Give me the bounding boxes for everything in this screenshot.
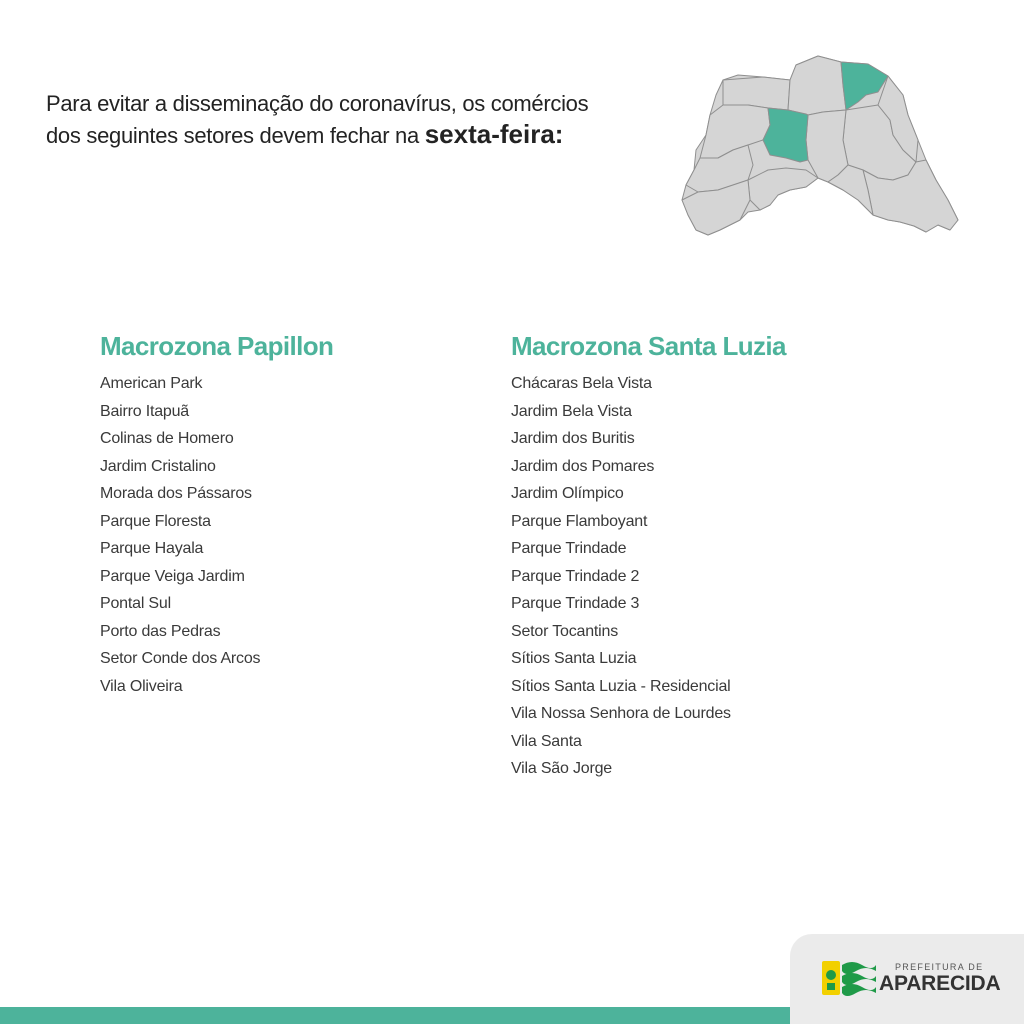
sector-item: Parque Trindade 3: [511, 595, 640, 612]
macrozona-papillon-title: Macrozona Papillon: [100, 331, 334, 361]
sector-item: Morada dos Pássaros: [100, 485, 252, 502]
sector-item: Sítios Santa Luzia: [511, 650, 637, 667]
macrozona-santa-luzia: [511, 328, 951, 783]
sector-item: Bairro Itapuã: [100, 402, 190, 420]
sector-item: Parque Hayala: [100, 540, 204, 557]
sector-item: Sítios Santa Luzia - Residencial: [511, 677, 731, 695]
macrozona-papillon: [100, 328, 480, 700]
sector-item: Vila Oliveira: [100, 677, 183, 695]
sector-item: Setor Tocantins: [511, 622, 618, 640]
sector-item: Jardim dos Buritis: [511, 430, 635, 447]
sector-item: Parque Trindade 2: [511, 567, 640, 585]
sector-item: Vila São Jorge: [511, 760, 612, 777]
sector-list: [511, 370, 951, 783]
headline-line-2-prefix: dos seguintes setores devem fechar na: [46, 123, 425, 148]
sector-item: Jardim dos Pomares: [511, 457, 655, 475]
sector-list: [100, 370, 480, 700]
logo-wordmark: APARECIDA: [879, 972, 1001, 995]
sector-item: Parque Trindade: [511, 540, 627, 557]
map-region: [748, 168, 818, 210]
sector-item: Setor Conde dos Arcos: [100, 650, 261, 667]
headline-emphasis: sexta-feira:: [424, 119, 564, 149]
headline: [46, 88, 646, 151]
sector-item: Pontal Sul: [100, 595, 171, 612]
sector-item: Jardim Bela Vista: [511, 402, 632, 420]
logo-caption: PREFEITURA DE: [895, 962, 984, 972]
macrozona-santa-luzia-title: Macrozona Santa Luzia: [511, 331, 786, 361]
municipal-flag-icon: [822, 959, 876, 999]
city-sector-map: [678, 50, 962, 240]
sector-item: Parque Floresta: [100, 512, 211, 530]
sector-item: Jardim Olímpico: [511, 485, 624, 502]
sector-item: Parque Veiga Jardim: [100, 567, 245, 585]
sector-item: Vila Nossa Senhora de Lourdes: [511, 705, 731, 722]
sector-item: Porto das Pedras: [100, 622, 221, 640]
sector-item: Jardim Cristalino: [100, 457, 216, 475]
headline-line-1: Para evitar a disseminação do coronavírus, os comércios: [46, 91, 589, 116]
sector-item: Parque Flamboyant: [511, 512, 648, 530]
headline-line-2: [46, 119, 646, 151]
prefeitura-logo: [790, 934, 1024, 1024]
map-region: [788, 56, 846, 115]
sector-item: Colinas de Homero: [100, 430, 234, 447]
sector-item: Vila Santa: [511, 732, 582, 750]
map-region-highlighted: [763, 108, 808, 162]
sector-item: American Park: [100, 375, 203, 392]
sector-item: Chácaras Bela Vista: [511, 375, 652, 392]
